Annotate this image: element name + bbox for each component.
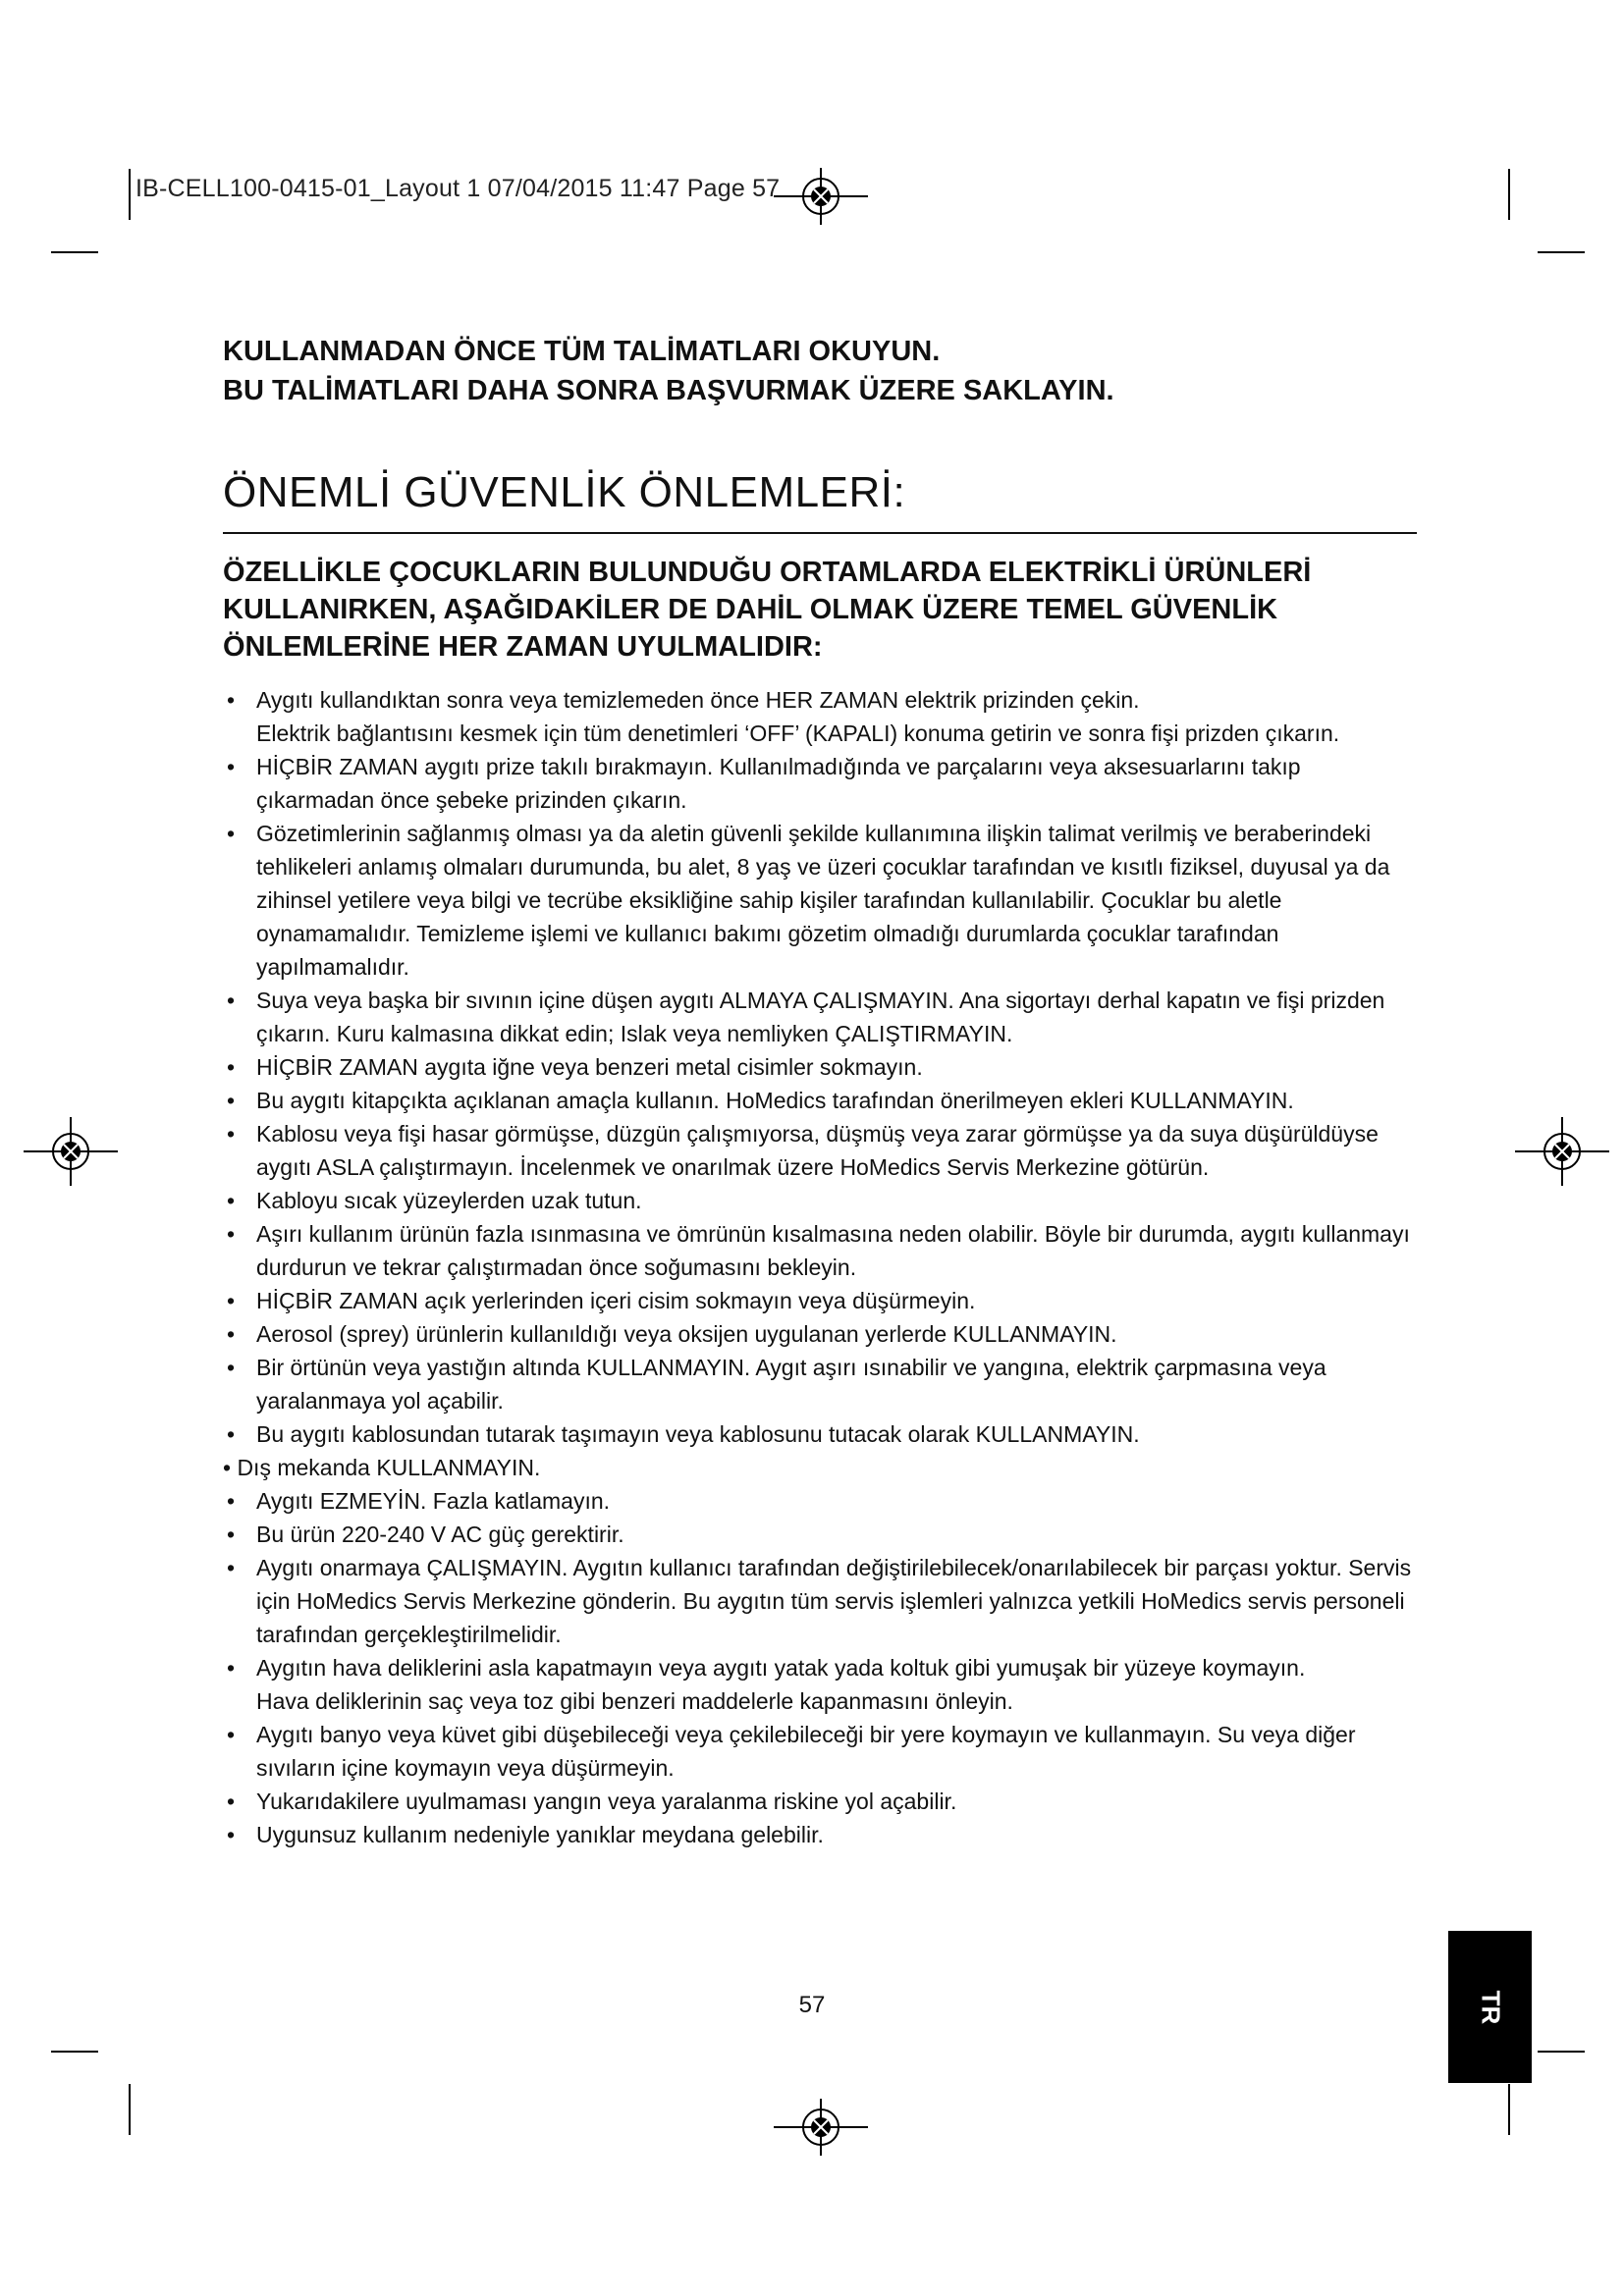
page-title: ÖNEMLİ GÜVENLİK ÖNLEMLERİ: [223,468,906,516]
crop-mark-bottom-right-vertical [1508,2084,1510,2135]
crop-mark-bottom-left-horizontal [51,2051,98,2053]
warning-item: • HİÇBİR ZAMAN açık yerlerinden içeri cisim sokmayın veya düşürmeyin. [223,1284,1417,1317]
warning-item: • Kablosu veya fişi hasar görmüşse, düzgün çalışmıyorsa, düşmüş veya zarar görmüşse ya da suya düşürüldüyse aygıtı ASLA çalıştırmayın. İncelenmek ve onarılmak üzere HoMedics Servis Merkezine götürün. [223,1117,1417,1184]
warning-item: • Aygıtı kullandıktan sonra veya temizlemeden önce HER ZAMAN elektrik prizinden çekin. Elektrik bağlantısını kesmek için tüm denetimleri ‘OFF’ (KAPALI) konuma getirin ve sonra fişi prizden çıkarın. [223,683,1417,750]
language-tab-label: TR [1476,1990,1505,2024]
registration-mark-right-icon [1515,1117,1609,1186]
crop-mark-bottom-left-vertical [129,2084,131,2135]
title-divider [223,532,1417,534]
warning-item: • Gözetimlerinin sağlanmış olması ya da aletin güvenli şekilde kullanımına ilişkin talimat verilmiş ve beraberindeki tehlikeleri anlamış olmaları durumunda, bu alet, 8 yaş ve üzeri çocuklar tarafından ve kısıtlı fiziksel, duyusal ya da zihinsel yetilere veya bilgi ve tecrübe eksikliğine sahip kişiler tarafından kullanılabilir. Çocuklar bu aletle oynamamalıdır. Temizleme işlemi ve kullanıcı bakımı gözetim olmadığı durumlarda çocuklar tarafından yapılmamalıdır. [223,817,1417,984]
warning-item: • Kabloyu sıcak yüzeylerden uzak tutun. [223,1184,1417,1217]
warning-item: • HİÇBİR ZAMAN aygıtı prize takılı bırakmayın. Kullanılmadığında ve parçalarını veya aksesuarlarını takıp çıkarmadan önce şebeke prizinden çıkarın. [223,750,1417,817]
warning-item: • Uygunsuz kullanım nedeniyle yanıklar meydana gelebilir. [223,1818,1417,1851]
printer-slug: IB-CELL100-0415-01_Layout 1 07/04/2015 11:47 Page 57 [135,175,781,202]
crop-mark-bottom-right-horizontal [1538,2051,1585,2053]
warning-item: • Aygıtı banyo veya küvet gibi düşebileceği veya çekilebileceği bir yere koymayın ve kullanmayın. Su veya diğer sıvıların içine koymayın veya düşürmeyin. [223,1718,1417,1785]
crop-mark-top-right-vertical [1508,169,1510,220]
registration-mark-left-icon [24,1117,118,1186]
crop-mark-top-left-vertical [129,169,131,220]
document-body [223,332,1417,1851]
warning-item: • HİÇBİR ZAMAN aygıta iğne veya benzeri metal cisimler sokmayın. [223,1050,1417,1084]
warning-item: • Bu ürün 220-240 V AC güç gerektirir. [223,1518,1417,1551]
page-number: 57 [798,1992,826,2018]
warning-item: • Suya veya başka bir sıvının içine düşen aygıtı ALMAYA ÇALIŞMAYIN. Ana sigortayı derhal kapatın ve fişi prizden çıkarın. Kuru kalmasına dikkat edin; Islak veya nemliyken ÇALIŞTIRMAYIN. [223,984,1417,1050]
language-tab [1448,1931,1532,2083]
registration-mark-bottom-icon [774,2093,868,2162]
warning-item: • Aşırı kullanım ürünün fazla ısınmasına ve ömrünün kısalmasına neden olabilir. Böyle bir durumda, aygıtı kullanmayı durdurun ve tekrar çalıştırmadan önce soğumasını bekleyin. [223,1217,1417,1284]
warning-item: • Aerosol (sprey) ürünlerin kullanıldığı veya oksijen uygulanan yerlerde KULLANMAYIN. [223,1317,1417,1351]
warning-item: • Aygıtı EZMEYİN. Fazla katlamayın. [223,1484,1417,1518]
safety-subtitle: ÖZELLİKLE ÇOCUKLARIN BULUNDUĞU ORTAMLARDA ELEKTRİKLİ ÜRÜNLERİ KULLANIRKEN, AŞAĞIDAKİLER DE DAHİL OLMAK ÜZERE TEMEL GÜVENLİK ÖNLEMLERİNE HER ZAMAN UYULMALIDIR: [223,557,1312,663]
warning-item: • Aygıtı onarmaya ÇALIŞMAYIN. Aygıtın kullanıcı tarafından değiştirilebilecek/onarılabilecek bir parçası yoktur. Servis için HoMedics Servis Merkezine gönderin. Bu aygıtın tüm servis işlemleri yalnızca yetkili HoMedics servis personeli tarafından gerçekleştirilmelidir. [223,1551,1417,1651]
warnings-list [223,683,1417,1851]
notice-line-read-instructions: KULLANMADAN ÖNCE TÜM TALİMATLARI OKUYUN. [223,336,941,367]
warning-item: • Bu aygıtı kitapçıkta açıklanan amaçla kullanın. HoMedics tarafından önerilmeyen ekleri KULLANMAYIN. [223,1084,1417,1117]
notice-line-keep-instructions: BU TALİMATLARI DAHA SONRA BAŞVURMAK ÜZERE SAKLAYIN. [223,375,1114,406]
warning-item: • Dış mekanda KULLANMAYIN. [223,1455,541,1480]
warning-item: • Aygıtın hava deliklerini asla kapatmayın veya aygıtı yatak yada koltuk gibi yumuşak bir yüzeye koymayın. Hava deliklerinin saç veya toz gibi benzeri maddelerle kapanmasını önleyin. [223,1651,1417,1718]
crop-mark-top-left-horizontal [51,251,98,253]
registration-mark-top-icon [774,162,868,231]
warning-item: • Yukarıdakilere uyulmaması yangın veya yaralanma riskine yol açabilir. [223,1785,1417,1818]
warning-item: • Bir örtünün veya yastığın altında KULLANMAYIN. Aygıt aşırı ısınabilir ve yangına, elektrik çarpmasına veya yaralanmaya yol açabilir. [223,1351,1417,1417]
warning-item: • Bu aygıtı kablosundan tutarak taşımayın veya kablosunu tutacak olarak KULLANMAYIN. [223,1417,1417,1451]
crop-mark-top-right-horizontal [1538,251,1585,253]
